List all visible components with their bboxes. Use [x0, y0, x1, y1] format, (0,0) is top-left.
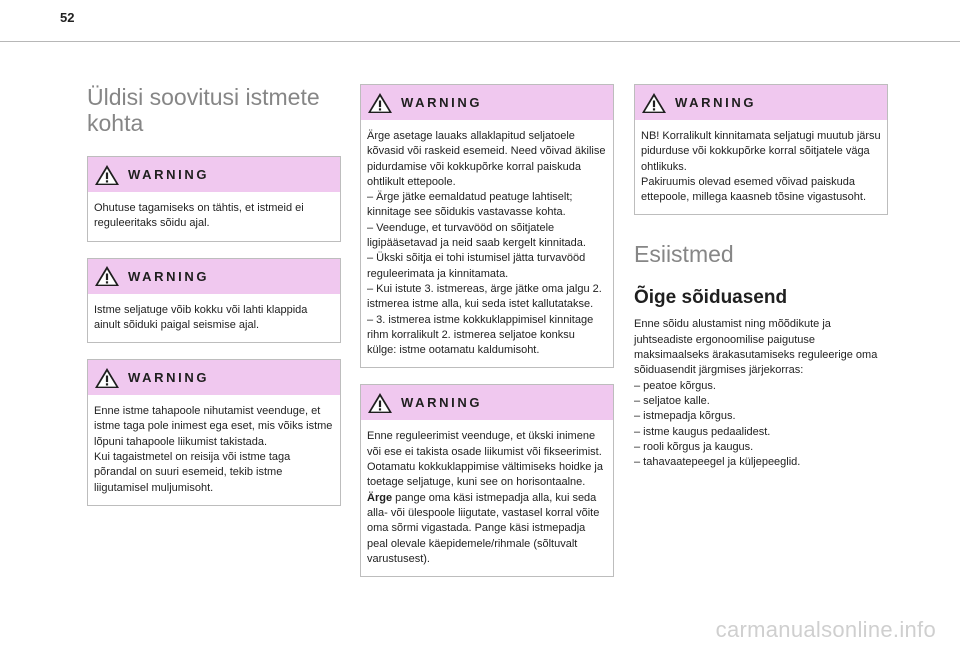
warning-list-item: – Kui istute 3. istmereas, ärge jätke oma jalgu 2. istmerea istme alla, kui seda istet kallutatakse.	[367, 282, 602, 311]
warning-line: Enne istme tahapoole nihutamist veenduge, et istme taga pole inimest ega eset, mis võiks istme lõpuni tahapoole liikumist takistada.	[94, 405, 333, 448]
list-item: – peatoe kõrgus.	[634, 379, 716, 392]
warning-header	[88, 157, 340, 192]
warning-line: NB! Korralikult kinnitamata seljatugi muutub järsu pidurduse või kokkupõrke korral sõitjatele väga ohtlikuks.	[641, 130, 881, 173]
warning-label: WARNING	[675, 95, 757, 110]
subtitle-driving-position: Õige sõiduasend	[634, 287, 788, 309]
warning-label: WARNING	[128, 268, 210, 284]
warning-list-item: – Veenduge, et turvavööd on sõitjatele ligipääsetavad ja neid saab kergelt kinnitada.	[367, 221, 586, 250]
right-column	[634, 84, 888, 470]
warning-line: Pakiruumis olevad esemed võivad paiskuda ettepoole, millega kaasneb tõsine vigastusoht.	[641, 175, 867, 204]
warning-text	[361, 120, 613, 367]
warning-text	[88, 294, 340, 343]
watermark: carmanualsonline.info	[715, 617, 936, 642]
warning-line: Ärge asetage lauaks allaklapitud seljatoele kõvasid või raskeid esemeid. Need võivad äkilise pidurdamise või kokkupõrke korral paiskuda ohtlikult ettepoole.	[367, 130, 606, 188]
warning-triangle-icon	[367, 392, 393, 414]
warning-triangle-icon	[94, 367, 120, 389]
list-item: – seljatoe kalle.	[634, 394, 710, 407]
warning-box	[360, 84, 614, 368]
warning-header	[361, 85, 613, 120]
warning-header	[88, 360, 340, 395]
warning-line: Ohutuse tagamiseks on tähtis, et istmeid ei reguleeritaks sõidu ajal.	[94, 202, 304, 230]
warning-box	[360, 384, 614, 577]
middle-column	[360, 84, 614, 593]
intro-paragraph: Enne sõidu alustamist ning mõõdikute ja juhtseadiste ergonoomilise paigutuse maksimaalseks ärakasutamiseks reguleerige oma sõiduasendit järgmises järjekorras:	[634, 318, 878, 377]
warning-triangle-icon	[641, 92, 667, 114]
warning-text	[635, 120, 887, 214]
warning-list-item: – Ükski sõitja ei tohi istumisel jätta turvavööd reguleerimata ja kinnitamata.	[367, 252, 586, 280]
warning-line: Ootamatu kokkuklappimise vältimiseks hoidke ja toetage seljatuge, kuni see on horisontaalne.	[367, 461, 603, 489]
warning-text	[88, 192, 340, 241]
warning-text	[88, 395, 340, 505]
section-title-general: Üldisi soovitusi istmete kohta	[87, 84, 320, 136]
warning-line-rest: pange oma käsi istmepadja alla, kui seda alla- või ülespoole liigutate, vastasel korral võite oma sõrmi vigastada. Pange käsi istmepadja peal olevale käepidemele/rihmale (sõltuvalt varustusest).	[367, 491, 600, 565]
warning-line: Istme seljatuge võib kokku või lahti klappida ainult sõiduki paigal seismise ajal.	[94, 303, 308, 331]
warning-box	[634, 84, 888, 215]
warning-header	[361, 385, 613, 420]
warning-triangle-icon	[94, 265, 120, 287]
warning-line	[367, 491, 607, 567]
header-divider	[0, 41, 960, 42]
warning-box	[87, 156, 341, 242]
warning-label: WARNING	[128, 167, 210, 182]
warning-label: WARNING	[401, 395, 483, 411]
list-item: – rooli kõrgus ja kaugus.	[634, 440, 754, 453]
warning-line: Kui tagaistmetel on reisija või istme taga põrandal on suuri esemeid, tekib istme liigutamisel muljumisoht.	[94, 451, 291, 494]
warning-label: WARNING	[401, 95, 483, 110]
warning-box	[87, 258, 341, 344]
warning-text	[361, 420, 613, 576]
warning-list-item: – 3. istmerea istme kokkuklappimisel kinnitage rihm korralikult 2. istmerea seljatoe konksu külge: istme ootamatu kaldumisoht.	[367, 313, 594, 357]
list-item: – istme kaugus pedaalidest.	[634, 425, 771, 438]
list-item: – istmepadja kõrgus.	[634, 410, 736, 423]
warning-header	[635, 85, 887, 120]
warning-label: WARNING	[128, 370, 210, 386]
driving-position-text	[634, 317, 888, 470]
warning-line: Enne reguleerimist veenduge, et ükski inimene või ese ei takista osade liikumist või fikseerimist.	[367, 430, 602, 458]
warning-header	[88, 259, 340, 294]
emphasis-word: Ärge	[367, 491, 393, 504]
page-number: 52	[60, 10, 75, 25]
warning-box	[87, 359, 341, 506]
list-item: – tahavaatepeegel ja küljepeeglid.	[634, 456, 801, 469]
left-column	[87, 84, 341, 522]
warning-triangle-icon	[94, 164, 120, 186]
section-title-front-seats: Esiistmed	[634, 241, 734, 268]
warning-triangle-icon	[367, 92, 393, 114]
warning-list-item: – Ärge jätke eemaldatud peatuge lahtiselt; kinnitage see sõidukis vastavasse kohta.	[367, 191, 573, 219]
